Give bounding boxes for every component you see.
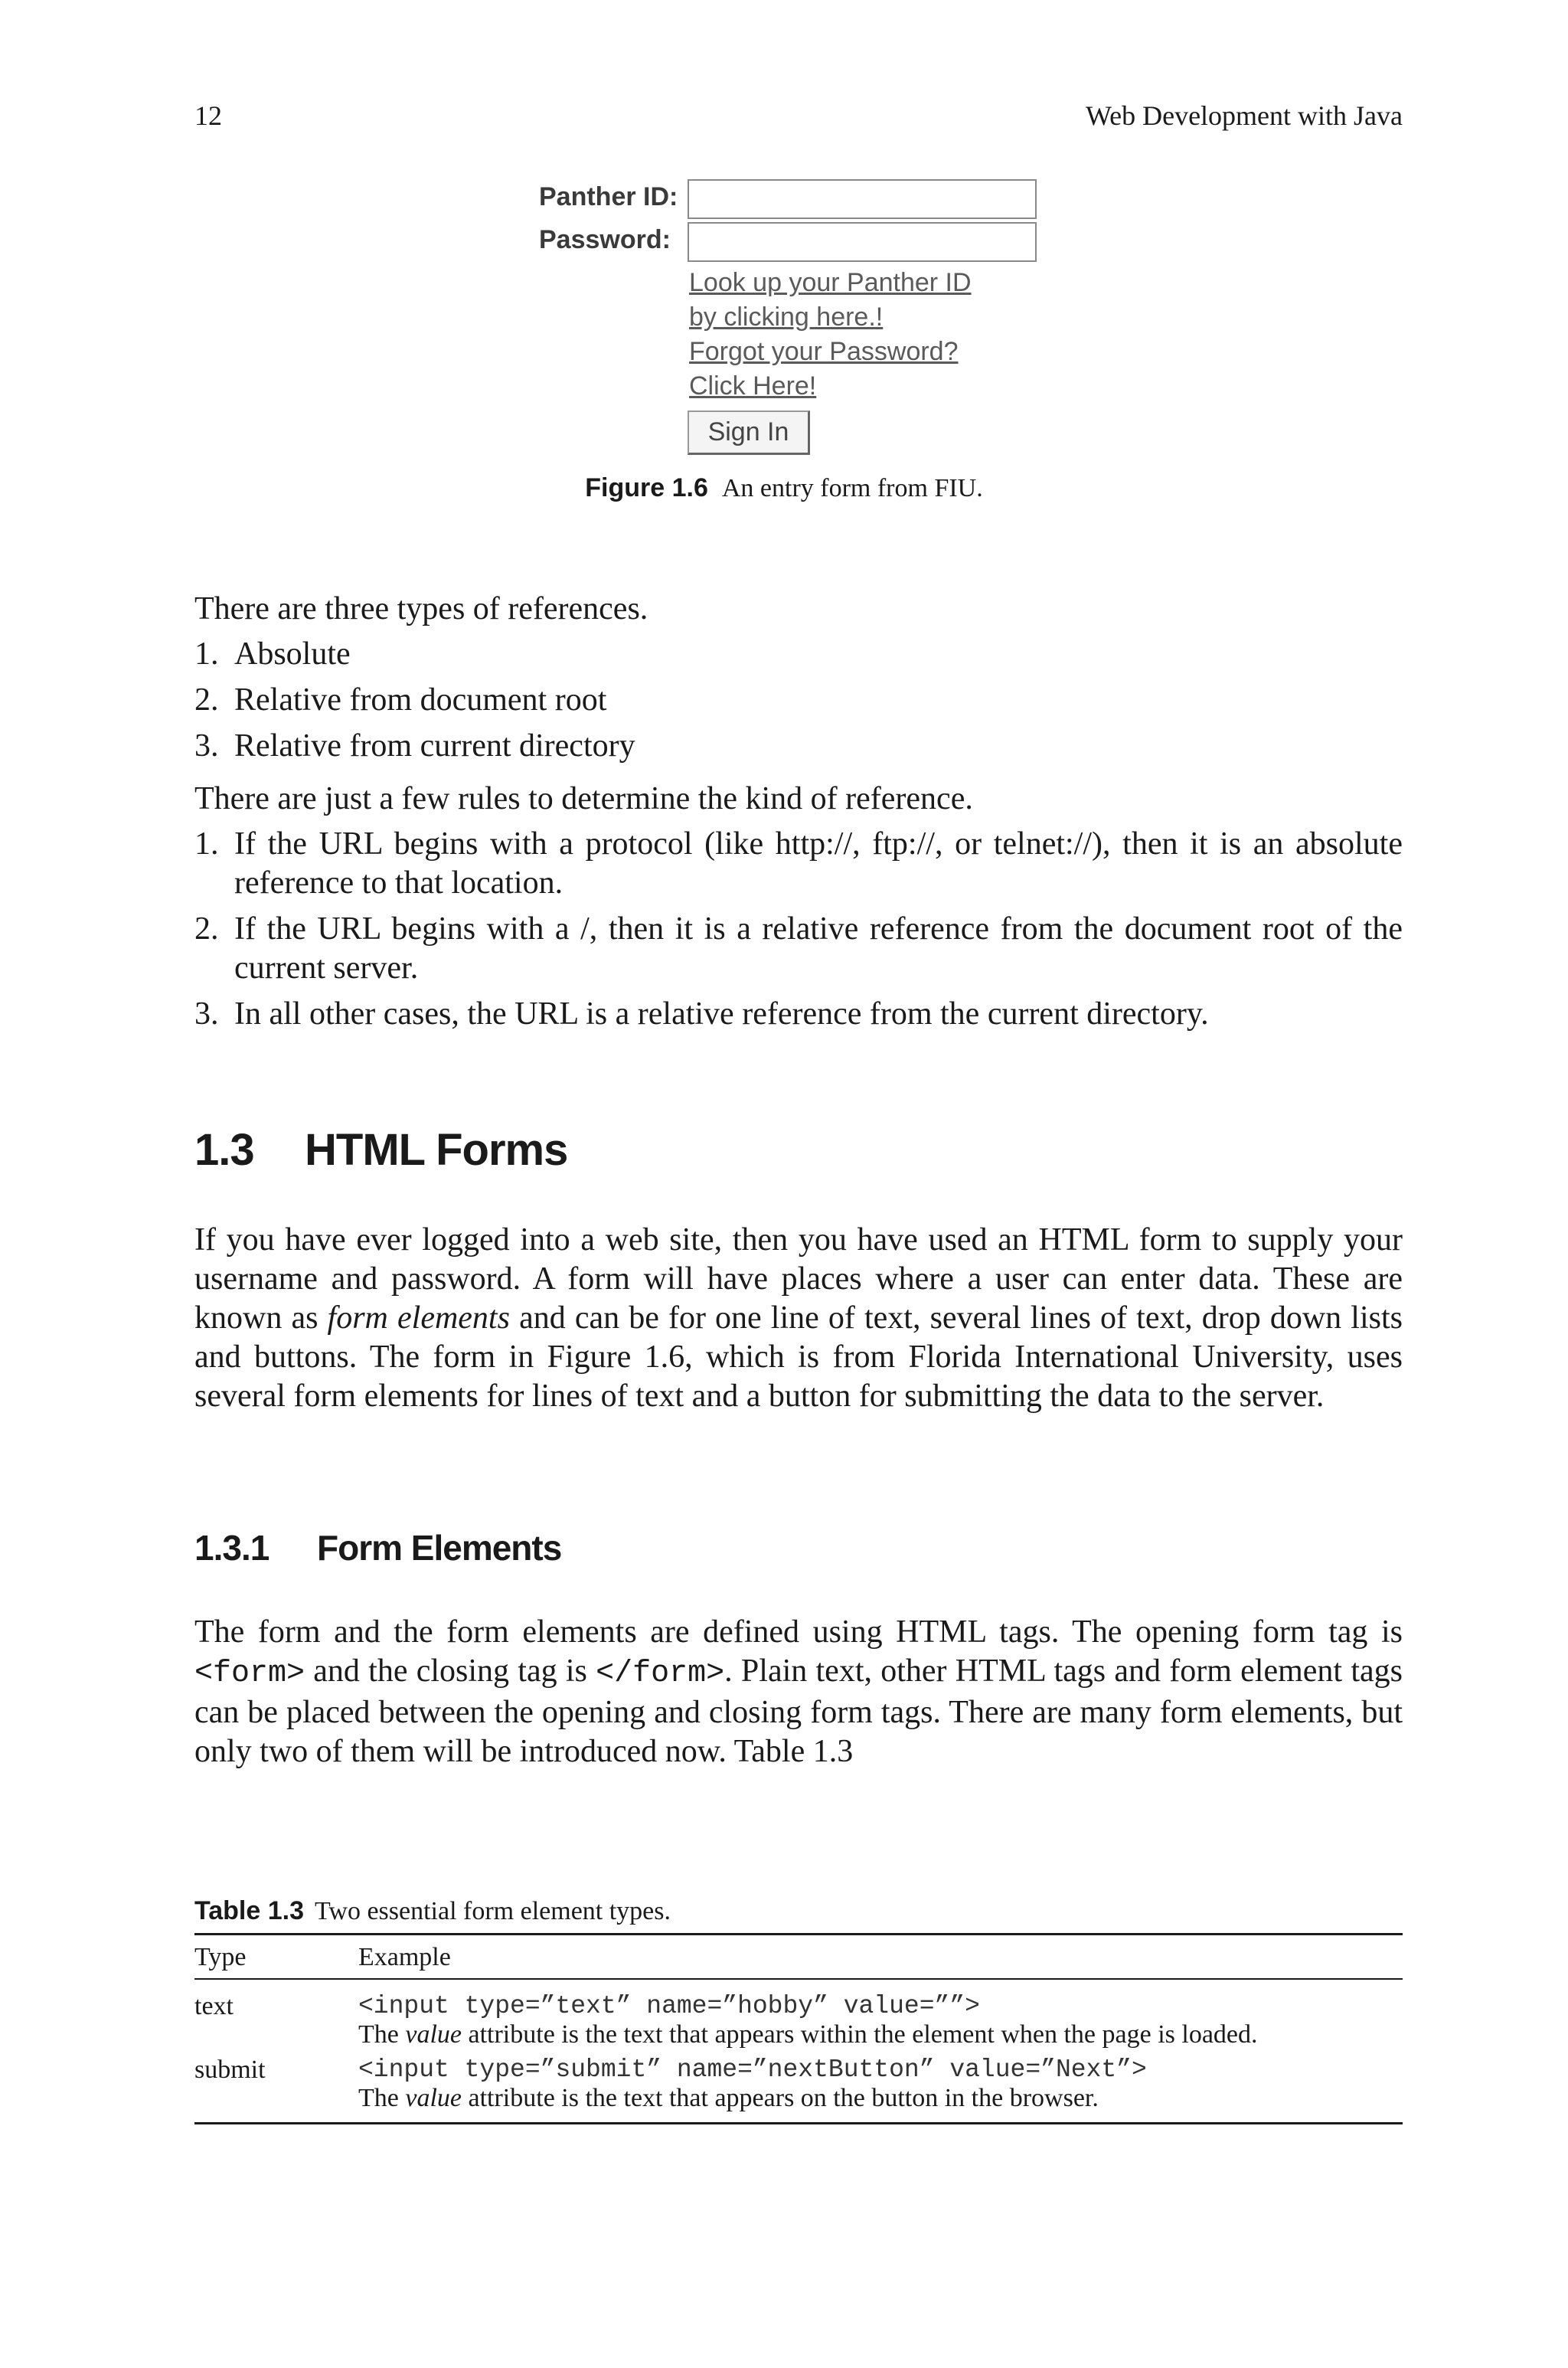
table-caption-label: Table 1.3 bbox=[194, 1896, 304, 1925]
forgot-password-link-line2[interactable]: Click Here! bbox=[689, 371, 817, 401]
running-title: Web Development with Java bbox=[1086, 100, 1403, 131]
subsection-number: 1.3.1 bbox=[194, 1528, 270, 1568]
rules-intro: There are just a few rules to determine the kind of reference. bbox=[194, 781, 973, 816]
list-item: 2. If the URL begins with a /, then it is a relative reference from the document root of the current server. bbox=[194, 911, 1403, 986]
figure-entry-form bbox=[528, 175, 1080, 466]
section-number: 1.3 bbox=[194, 1125, 254, 1175]
reference-types-list bbox=[194, 635, 1403, 766]
sign-in-button[interactable]: Sign In bbox=[688, 410, 810, 455]
list-item: 2. Relative from document root bbox=[194, 682, 607, 718]
password-label: Password: bbox=[539, 225, 671, 254]
subsection-title: Form Elements bbox=[317, 1528, 562, 1568]
table-caption bbox=[194, 1896, 671, 1926]
list-item: 3. Relative from current directory bbox=[194, 728, 635, 764]
figure-caption-text: An entry form from FIU. bbox=[721, 474, 983, 502]
lookup-id-link-line2[interactable]: by clicking here.! bbox=[689, 303, 884, 332]
table-row: text <input type=”text” name=”hobby” value=””> The value attribute is the text that appears within the element when the page is loaded. bbox=[194, 1992, 1258, 2049]
table-row: submit <input type=”submit” name=”nextButton” value=”Next”> The value attribute is the text that appears on the button in the browser. bbox=[194, 2056, 1147, 2112]
panther-id-field[interactable] bbox=[688, 179, 1037, 219]
form-element-table bbox=[194, 1933, 1403, 2124]
lookup-id-link-line1[interactable]: Look up your Panther ID bbox=[689, 268, 972, 297]
page-number: 12 bbox=[194, 100, 222, 131]
reference-rules-list bbox=[194, 825, 1403, 1034]
table-header-example: Example bbox=[358, 1943, 451, 1971]
references-block bbox=[194, 590, 1403, 1034]
password-field[interactable] bbox=[688, 222, 1037, 262]
list-item: 3. In all other cases, the URL is a relative reference from the current directory. bbox=[194, 996, 1209, 1032]
figure-caption-label: Figure 1.6 bbox=[585, 473, 708, 502]
section-title: HTML Forms bbox=[305, 1125, 568, 1175]
subsection-paragraph: The form and the form elements are defined using HTML tags. The opening form tag is <form> and the closing tag is </form>. Plain text, other HTML tags and form element tags can be placed between the opening and closing form tags. There are many form elements, but only two of them will be introduced now. Table 1.3 bbox=[194, 1614, 1403, 1769]
references-intro: There are three types of references. bbox=[194, 591, 648, 626]
figure-caption bbox=[0, 473, 1568, 503]
forgot-password-link-line1[interactable]: Forgot your Password? bbox=[689, 337, 959, 366]
table-header-row bbox=[194, 1935, 1403, 1980]
section-paragraph: If you have ever logged into a web site, then you have used an HTML form to supply your username and password. A form will have places where a user can enter data. These are known as form elements and can be for one line of text, several lines of text, drop down lists and buttons. The form in Figure 1.6, which is from Florida International University, uses several form elements for lines of text and a button for submitting the data to the server. bbox=[194, 1222, 1403, 1414]
panther-id-label: Panther ID: bbox=[539, 182, 678, 211]
list-item: 1. Absolute bbox=[194, 636, 351, 672]
section-heading bbox=[194, 1124, 567, 1176]
subsection-heading bbox=[194, 1527, 561, 1568]
table-body bbox=[194, 1980, 1403, 2122]
table-caption-text: Two essential form element types. bbox=[315, 1897, 671, 1925]
list-item: 1. If the URL begins with a protocol (like http://, ftp://, or telnet://), then it is an absolute reference to that location. bbox=[194, 826, 1403, 901]
table-header-type: Type bbox=[194, 1943, 247, 1971]
